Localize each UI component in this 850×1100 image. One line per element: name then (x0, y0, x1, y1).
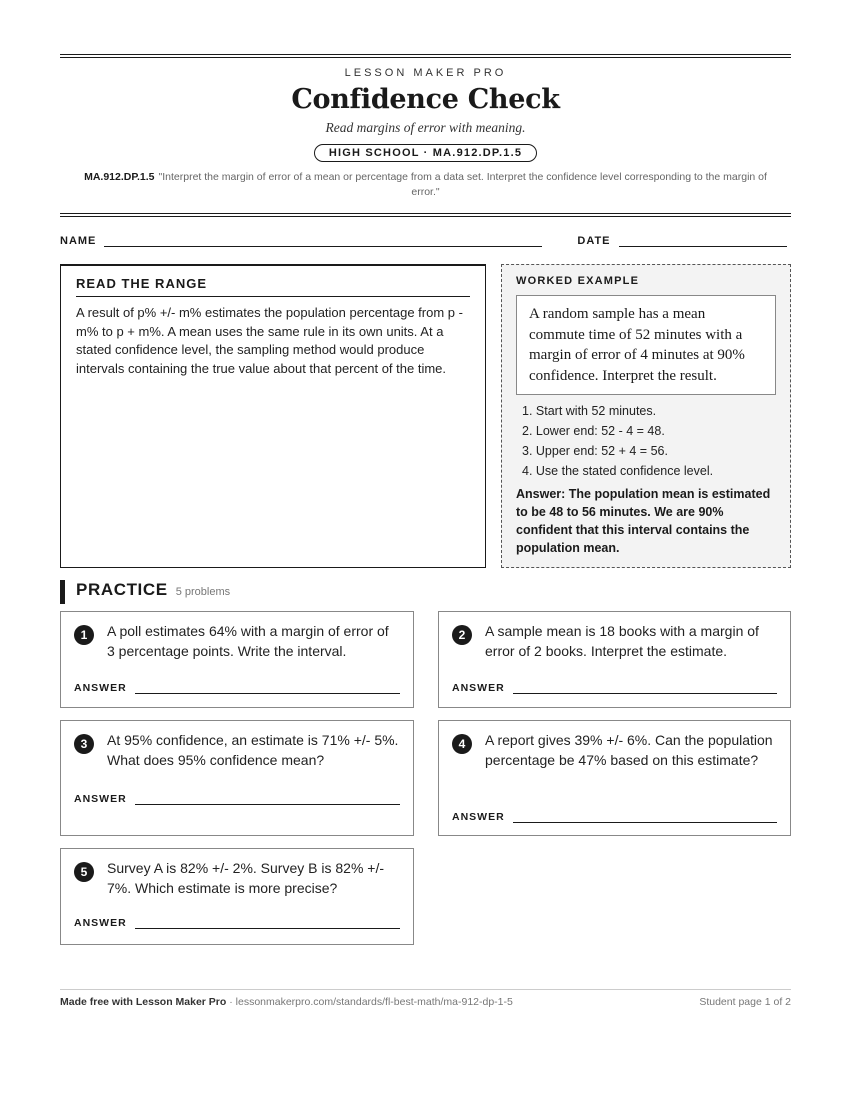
answer-row (452, 682, 777, 694)
brand-name: LESSON MAKER PRO (344, 67, 507, 79)
standard-code: MA.912.DP.1.5 (84, 171, 155, 183)
problem-card-5 (60, 848, 414, 945)
answer-label: ANSWER (74, 917, 127, 929)
problem-card-2 (438, 611, 791, 708)
problem-card-4 (438, 720, 791, 836)
problem-text: Survey A is 82% +/- 2%. Survey B is 82% +/- 7%. Which estimate is more precise? (107, 860, 385, 896)
intro-section (60, 264, 791, 568)
answer-label: ANSWER (452, 682, 505, 694)
practice-title: PRACTICE (76, 580, 168, 599)
worksheet-page (60, 54, 791, 604)
practice-header (60, 580, 791, 604)
problem-text: At 95% confidence, an estimate is 71% +/- 5%. What does 95% confidence mean? (107, 732, 399, 768)
name-date-row (60, 231, 791, 247)
practice-count: 5 problems (175, 586, 231, 598)
problem-number: 1 (74, 625, 94, 645)
answer-row (74, 917, 400, 929)
name-field[interactable] (104, 235, 542, 247)
page-footer (60, 989, 791, 1008)
date-field[interactable] (619, 235, 787, 247)
standard-description (60, 170, 791, 200)
worked-step: 2. Lower end: 52 - 4 = 48. (522, 424, 665, 438)
answer-field[interactable] (135, 795, 400, 805)
worked-example-box (501, 264, 791, 568)
footer-made-with: Made free with Lesson Maker Pro (60, 996, 227, 1008)
answer-field[interactable] (513, 813, 777, 823)
answer-field[interactable] (513, 684, 777, 694)
name-label: NAME (60, 235, 97, 247)
answer-label: ANSWER (74, 793, 127, 805)
problem-card-1 (60, 611, 414, 708)
problem-text: A sample mean is 18 books with a margin of error of 2 books. Interpret the estimate. (485, 623, 759, 659)
answer-label: ANSWER (74, 682, 127, 694)
worked-example-answer: Answer: The population mean is estimated to be 48 to 56 minutes. We are 90% confident that this interval contains the population mean. (516, 487, 771, 555)
worksheet-title: Confidence Check (291, 84, 560, 115)
date-label: DATE (577, 235, 611, 247)
read-the-range-heading: READ THE RANGE (76, 276, 470, 297)
footer-url[interactable]: · lessonmakerpro.com/standards/fl-best-math/ma-912-dp-1-5 (226, 996, 513, 1008)
problem-number: 5 (74, 862, 94, 882)
grade-standard-badge: HIGH SCHOOL · MA.912.DP.1.5 (314, 144, 537, 162)
worksheet-subtitle: Read margins of error with meaning. (325, 120, 526, 135)
answer-label: ANSWER (452, 811, 505, 823)
read-the-range-box (60, 264, 486, 568)
answer-field[interactable] (135, 684, 400, 694)
problem-text: A report gives 39% +/- 6%. Can the population percentage be 47% based on this estimate? (485, 732, 773, 768)
worked-step: 1. Start with 52 minutes. (522, 404, 657, 418)
problem-text: A poll estimates 64% with a margin of error of 3 percentage points. Write the interval. (107, 623, 389, 659)
worked-example-steps (516, 401, 776, 481)
header-bottom-rule (60, 213, 791, 217)
footer-page-number: Student page 1 of 2 (699, 996, 791, 1008)
answer-field[interactable] (135, 919, 400, 929)
worked-step: 3. Upper end: 52 + 4 = 56. (522, 444, 668, 458)
answer-row (452, 811, 777, 823)
worked-example-question: A random sample has a mean commute time of 52 minutes with a margin of error of 4 minutes at 90% confidence. Interpret the result. (516, 295, 776, 395)
read-the-range-body: A result of p% +/- m% estimates the population percentage from p - m% to p + m%. A mean uses the same rule in its own units. At a stated confidence level, the sampling method would produce intervals containing the true value about that percent of the time. (76, 305, 463, 376)
worked-step: 4. Use the stated confidence level. (522, 464, 714, 478)
worked-example-heading: WORKED EXAMPLE (516, 275, 640, 287)
problem-number: 2 (452, 625, 472, 645)
answer-row (74, 793, 400, 805)
problem-card-3 (60, 720, 414, 836)
header-top-rule (60, 54, 791, 58)
answer-row (74, 682, 400, 694)
footer-credit (60, 996, 513, 1008)
problem-number: 3 (74, 734, 94, 754)
standard-text: "Interpret the margin of error of a mean or percentage from a data set. Interpret the confidence level corresponding to the margin of error." (158, 171, 767, 198)
problem-number: 4 (452, 734, 472, 754)
